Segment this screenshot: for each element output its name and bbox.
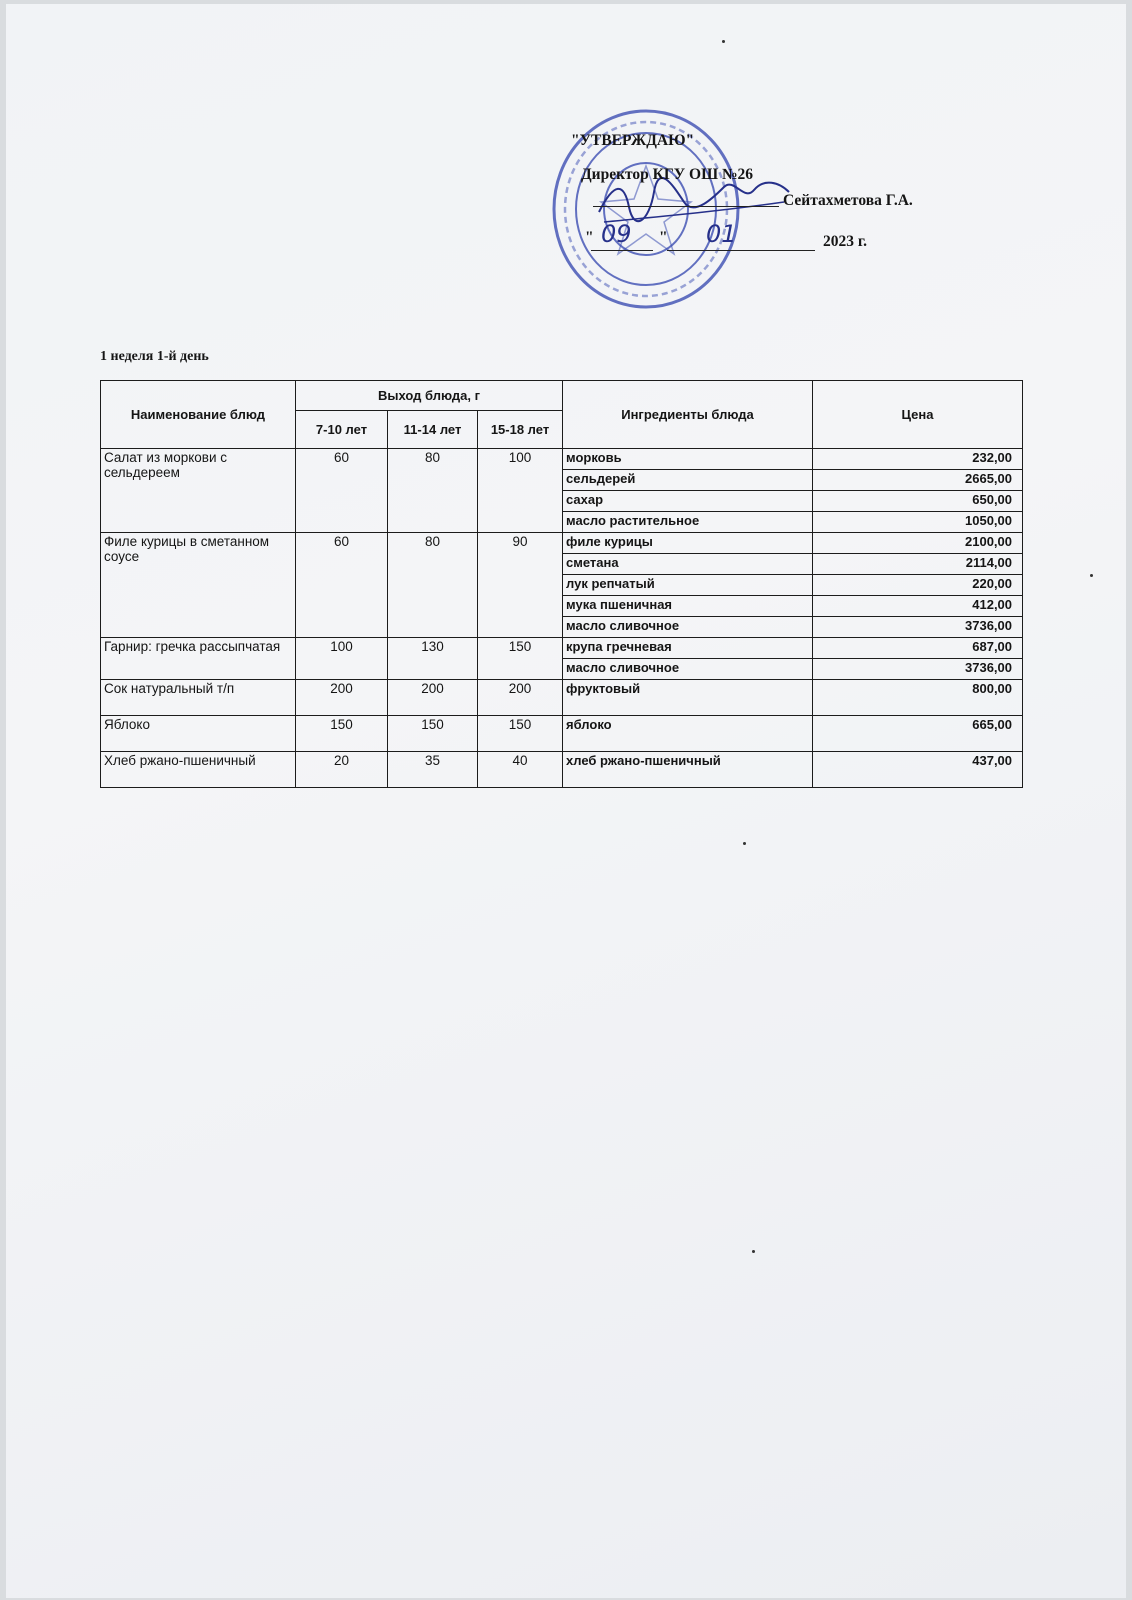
ingredient-name: сельдерей xyxy=(563,470,813,491)
yield-11-14: 150 xyxy=(388,716,478,752)
table-row xyxy=(101,533,1023,554)
ingredient-name: лук репчатый xyxy=(563,575,813,596)
page-title: 1 неделя 1-й день xyxy=(100,349,209,364)
approval-position: Директор КГУ ОШ №26 xyxy=(581,166,754,183)
yield-11-14: 80 xyxy=(388,533,478,638)
paper-speck xyxy=(1090,574,1093,577)
ingredient-name: яблоко xyxy=(563,716,813,752)
ingredient-price: 412,00 xyxy=(813,596,1023,617)
dish-name: Яблоко xyxy=(101,716,296,752)
table-row xyxy=(101,638,1023,659)
quote-open: " xyxy=(585,229,594,246)
ingredient-name: хлеб ржано-пшеничный xyxy=(563,752,813,788)
yield-15-18: 150 xyxy=(478,638,563,680)
ingredient-price: 437,00 xyxy=(813,752,1023,788)
yield-15-18: 200 xyxy=(478,680,563,716)
dish-name: Сок натуральный т/п xyxy=(101,680,296,716)
yield-7-10: 100 xyxy=(296,638,388,680)
dish-name: Гарнир: гречка рассыпчатая xyxy=(101,638,296,680)
yield-15-18: 100 xyxy=(478,449,563,533)
approval-year: 2023 г. xyxy=(823,233,868,250)
ingredient-price: 800,00 xyxy=(813,680,1023,716)
header-age-11-14: 11-14 лет xyxy=(388,411,478,449)
approval-day: 09 xyxy=(601,220,632,248)
dish-name: Хлеб ржано-пшеничный xyxy=(101,752,296,788)
ingredient-name: мука пшеничная xyxy=(563,596,813,617)
yield-7-10: 60 xyxy=(296,533,388,638)
yield-7-10: 20 xyxy=(296,752,388,788)
ingredient-price: 3736,00 xyxy=(813,659,1023,680)
paper-speck xyxy=(722,40,725,43)
signature-line xyxy=(593,188,779,207)
ingredient-price: 687,00 xyxy=(813,638,1023,659)
header-ingredients: Ингредиенты блюда xyxy=(563,381,813,449)
quote-close: " xyxy=(659,229,668,246)
dish-name: Филе курицы в сметанном соусе xyxy=(101,533,296,638)
paper-speck xyxy=(743,842,746,845)
table-row xyxy=(101,449,1023,470)
ingredient-price: 1050,00 xyxy=(813,512,1023,533)
header-age-15-18: 15-18 лет xyxy=(478,411,563,449)
approver-name: Сейтахметова Г.А. xyxy=(783,192,913,209)
yield-15-18: 40 xyxy=(478,752,563,788)
header-dish: Наименование блюд xyxy=(101,381,296,449)
yield-7-10: 200 xyxy=(296,680,388,716)
yield-11-14: 130 xyxy=(388,638,478,680)
document-page xyxy=(6,4,1126,1598)
ingredient-name: сметана xyxy=(563,554,813,575)
ingredient-name: крупа гречневая xyxy=(563,638,813,659)
table-row xyxy=(101,752,1023,788)
ingredient-price: 220,00 xyxy=(813,575,1023,596)
menu-table xyxy=(100,380,1023,788)
ingredient-price: 650,00 xyxy=(813,491,1023,512)
yield-7-10: 60 xyxy=(296,449,388,533)
yield-15-18: 90 xyxy=(478,533,563,638)
table-row xyxy=(101,716,1023,752)
ingredient-price: 665,00 xyxy=(813,716,1023,752)
table-row xyxy=(101,680,1023,716)
ingredient-name: масло сливочное xyxy=(563,659,813,680)
approval-title: "УТВЕРЖДАЮ" xyxy=(571,132,695,149)
ingredient-name: морковь xyxy=(563,449,813,470)
header-price: Цена xyxy=(813,381,1023,449)
dish-name: Салат из моркови с сельдереем xyxy=(101,449,296,533)
ingredient-price: 2665,00 xyxy=(813,470,1023,491)
paper-speck xyxy=(752,1250,755,1253)
header-age-7-10: 7-10 лет xyxy=(296,411,388,449)
yield-11-14: 80 xyxy=(388,449,478,533)
month-line xyxy=(667,234,815,251)
approval-month: 01 xyxy=(706,220,737,248)
header-yield: Выход блюда, г xyxy=(296,381,563,411)
ingredient-price: 232,00 xyxy=(813,449,1023,470)
yield-11-14: 200 xyxy=(388,680,478,716)
ingredient-price: 2100,00 xyxy=(813,533,1023,554)
ingredient-price: 2114,00 xyxy=(813,554,1023,575)
ingredient-name: сахар xyxy=(563,491,813,512)
yield-11-14: 35 xyxy=(388,752,478,788)
ingredient-name: фруктовый xyxy=(563,680,813,716)
yield-7-10: 150 xyxy=(296,716,388,752)
ingredient-name: масло растительное xyxy=(563,512,813,533)
menu-table-body xyxy=(101,449,1023,788)
yield-15-18: 150 xyxy=(478,716,563,752)
ingredient-name: масло сливочное xyxy=(563,617,813,638)
ingredient-price: 3736,00 xyxy=(813,617,1023,638)
ingredient-name: филе курицы xyxy=(563,533,813,554)
